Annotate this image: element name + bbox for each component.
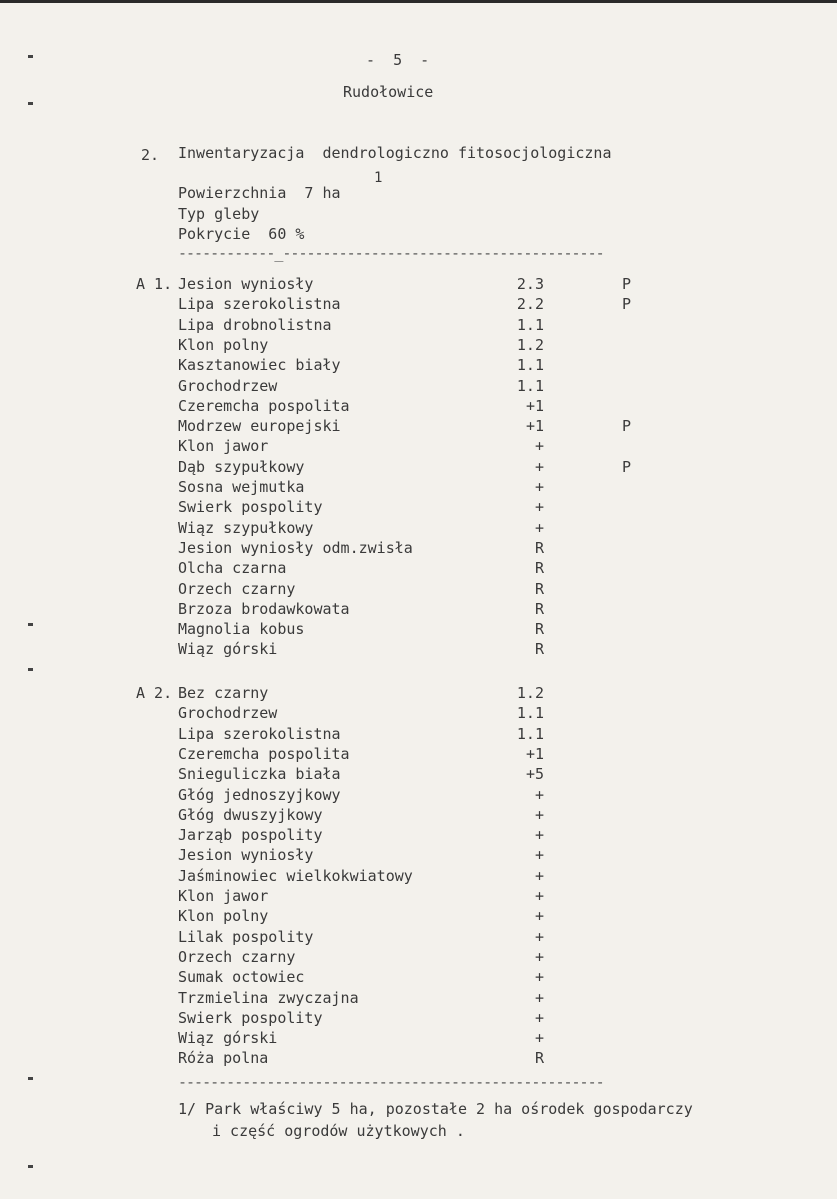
footnote-line-2: i część ogrodów użytkowych . (212, 1122, 465, 1140)
species-value: + (534, 988, 544, 1007)
species-name: Brzoza brodawkowata (178, 599, 350, 618)
species-value: + (534, 826, 544, 845)
species-value: + (534, 968, 544, 987)
species-name: Dąb szypułkowy (178, 457, 305, 476)
page-top-edge (0, 0, 837, 3)
species-mark: P (622, 417, 632, 436)
species-value: +1 (525, 744, 544, 763)
species-name: Klon jawor (178, 437, 269, 456)
species-value: 1.1 (516, 315, 544, 334)
species-value: + (534, 805, 544, 824)
species-value: + (534, 518, 544, 537)
species-name: Snieguliczka biała (178, 765, 341, 784)
species-value: +1 (525, 417, 544, 436)
species-name: Kasztanowiec biały (178, 356, 341, 375)
species-value: 2.3 (516, 275, 544, 293)
species-value: + (534, 887, 544, 905)
species-name: Grochodrzew (178, 704, 278, 723)
species-name: Klon jawor (178, 887, 269, 905)
species-name: Magnolia kobus (178, 620, 305, 639)
page-number: - 5 - (366, 51, 430, 69)
species-name: Modrzew europejski (178, 417, 341, 436)
area-line: Powierzchnia 7 ha (178, 184, 341, 202)
section-title: Inwentaryzacja dendrologiczno fitosocjologiczna (178, 144, 612, 162)
species-name: Lipa drobnolistna (178, 315, 332, 334)
species-name: Jarząb pospolity (178, 826, 323, 845)
species-name: Wiąz górski (178, 640, 278, 659)
group-label: A 1. (136, 275, 173, 293)
species-value: + (534, 1008, 544, 1027)
species-value: R (534, 1049, 544, 1068)
species-value: + (534, 907, 544, 926)
species-name: Lipa szerokolistna (178, 724, 341, 743)
section-number: 2. (141, 146, 160, 164)
species-name: Wiąz szypułkowy (178, 518, 314, 537)
species-value: +1 (525, 396, 544, 415)
species-value: R (534, 599, 544, 618)
species-value: 1.1 (516, 724, 544, 743)
species-value: + (534, 498, 544, 517)
species-mark: P (622, 295, 632, 314)
group-label: A 2. (136, 684, 173, 702)
species-value: + (534, 927, 544, 946)
margin-mark (28, 102, 33, 105)
species-value: + (534, 785, 544, 804)
species-value: R (534, 620, 544, 639)
species-value: + (534, 1029, 544, 1048)
species-value: + (534, 846, 544, 865)
species-value: 1.2 (516, 335, 544, 354)
species-name: Grochodrzew (178, 376, 278, 395)
species-name: Czeremcha pospolita (178, 396, 350, 415)
species-value: 1.2 (516, 684, 544, 702)
species-value: +5 (525, 765, 544, 784)
margin-mark (28, 623, 33, 626)
species-value: + (534, 866, 544, 885)
species-value: R (534, 538, 544, 557)
species-name: Głóg dwuszyjkowy (178, 805, 323, 824)
species-value: 1.1 (516, 704, 544, 723)
species-name: Jaśminowiec wielkokwiatowy (178, 866, 413, 885)
species-name: Lilak pospolity (178, 927, 314, 946)
species-name: Wiąz górski (178, 1029, 278, 1048)
species-name: Jesion wyniosły (178, 846, 314, 865)
place-name: Rudołowice (343, 83, 434, 101)
species-name: Sosna wejmutka (178, 478, 305, 496)
species-value: R (534, 640, 544, 659)
soil-type-line: Typ gleby (178, 205, 260, 223)
area-footnote-marker: 1 (374, 170, 383, 186)
species-value: + (534, 947, 544, 966)
cover-line: Pokrycie 60 % (178, 225, 305, 243)
species-name: Sumak octowiec (178, 968, 305, 987)
species-name: Orzech czarny (178, 579, 296, 598)
species-value: R (534, 579, 544, 598)
margin-mark (28, 55, 33, 58)
species-mark: P (622, 275, 632, 293)
species-name: Trzmielina zwyczajna (178, 988, 359, 1007)
species-name: Róża polna (178, 1049, 269, 1068)
species-value: R (534, 559, 544, 578)
margin-mark (28, 1165, 33, 1168)
margin-mark (28, 1077, 33, 1080)
species-value: 1.1 (516, 356, 544, 375)
species-value: + (534, 437, 544, 456)
species-name: Lipa szerokolistna (178, 295, 341, 314)
species-name: Olcha czarna (178, 559, 287, 578)
species-name: Czeremcha pospolita (178, 744, 350, 763)
species-name: Orzech czarny (178, 947, 296, 966)
species-name: Jesion wyniosły (178, 275, 314, 293)
separator-top: ------------_---------------------------------------- (178, 244, 604, 262)
species-mark: P (622, 457, 632, 476)
species-name: Jesion wyniosły odm.zwisła (178, 538, 413, 557)
footnote-line-1: 1/ Park właściwy 5 ha, pozostałe 2 ha ośrodek gospodarczy (178, 1100, 693, 1118)
species-name: Swierk pospolity (178, 498, 323, 517)
species-name: Klon polny (178, 335, 269, 354)
species-value: + (534, 457, 544, 476)
species-name: Bez czarny (178, 684, 269, 702)
species-name: Swierk pospolity (178, 1008, 323, 1027)
margin-mark (28, 668, 33, 671)
separator-bottom: ----------------------------------------------------- (178, 1073, 604, 1091)
species-value: 2.2 (516, 295, 544, 314)
species-name: Klon polny (178, 907, 269, 926)
species-name: Głóg jednoszyjkowy (178, 785, 341, 804)
species-value: 1.1 (516, 376, 544, 395)
species-value: + (534, 478, 544, 496)
